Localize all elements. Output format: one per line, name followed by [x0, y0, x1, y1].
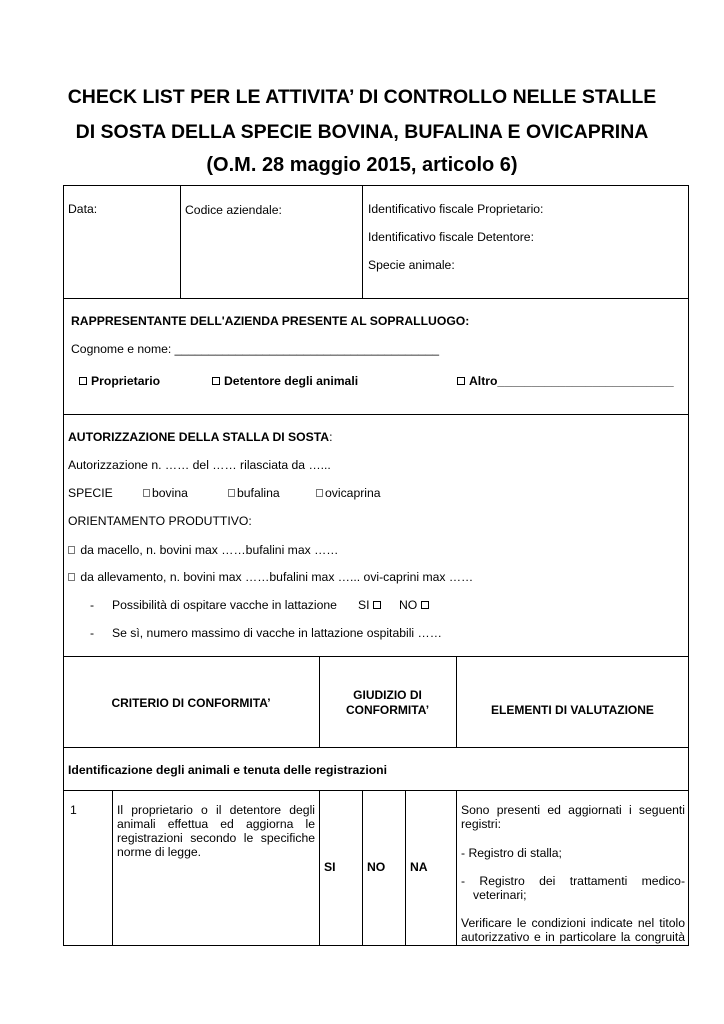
possibilita-lattazione-label: Possibilità di ospitare vacche in lattazione: [112, 598, 337, 612]
giudizio-header-line-2: CONFORMITA’: [345, 703, 430, 717]
elementi-text: [461, 803, 685, 831]
id-fiscale-detentore-label: Identificativo fiscale Detentore:: [368, 230, 534, 244]
giudizio-no[interactable]: NO: [367, 860, 386, 874]
id-fiscale-proprietario-label: Identificativo fiscale Proprietario:: [368, 202, 544, 216]
specie-bufalina-option[interactable]: [228, 486, 280, 500]
cognome-nome-field[interactable]: Cognome e nome: _______________________________________: [71, 342, 439, 356]
lattazione-si-option[interactable]: [358, 598, 385, 612]
elementi-line: registri:: [461, 817, 501, 831]
divider: [63, 298, 689, 299]
divider: [63, 747, 689, 748]
checkbox-icon[interactable]: [143, 489, 150, 497]
divider: [180, 185, 181, 298]
specie-animale-label: Specie animale:: [368, 258, 455, 272]
checkbox-icon[interactable]: [228, 489, 235, 497]
elementi-line: Verificare le condizioni indicate nel titolo: [461, 916, 685, 930]
checkbox-icon[interactable]: [212, 377, 220, 385]
option-detentore[interactable]: [212, 374, 358, 388]
page-title-line-3: (O.M. 28 maggio 2015, articolo 6): [206, 154, 518, 176]
numero-vacche-lattazione-label: Se sì, numero massimo di vacche in lattazione ospitabili ……: [112, 626, 442, 640]
dash-bullet: -: [90, 626, 95, 640]
bullet-registro-stalla: - Registro di stalla;: [461, 846, 562, 860]
allevamento-option[interactable]: [68, 570, 473, 584]
checkbox-icon[interactable]: [79, 377, 87, 385]
lattazione-no-option[interactable]: [399, 598, 433, 612]
divider: [63, 414, 689, 415]
checkbox-icon[interactable]: [68, 573, 75, 581]
criterio-line: animali effettua ed aggiorna le: [117, 817, 315, 831]
autorizzazione-heading: [68, 430, 333, 444]
option-detentore-label: Detentore degli animali: [224, 374, 359, 388]
checkbox-icon[interactable]: [457, 377, 465, 385]
codice-aziendale-label: Codice aziendale:: [185, 203, 282, 217]
divider: [456, 790, 457, 946]
macello-option[interactable]: [68, 543, 338, 557]
divider: [405, 790, 406, 946]
criterio-line: norme di legge.: [117, 845, 202, 859]
checkbox-icon[interactable]: [421, 601, 429, 609]
orientamento-label: ORIENTAMENTO PRODUTTIVO:: [68, 514, 252, 528]
rappresentante-heading: RAPPRESENTANTE DELL'AZIENDA PRESENTE AL SOPRALLUOGO:: [71, 314, 470, 328]
option-altro[interactable]: [457, 374, 674, 388]
checkbox-icon[interactable]: [68, 546, 75, 554]
elementi-line: autorizzativo e in particolare la congruità: [461, 930, 685, 944]
divider: [112, 790, 113, 946]
si-label: SI: [358, 598, 370, 612]
autorizzazione-heading-text: AUTORIZZAZIONE DELLA STALLA DI SOSTA: [68, 430, 330, 444]
checkbox-icon[interactable]: [373, 601, 381, 609]
option-proprietario[interactable]: [79, 374, 160, 388]
criterio-text: [117, 803, 315, 859]
autorizzazione-line: Autorizzazione n. …… del …… rilasciata da …...: [68, 458, 331, 472]
checkbox-icon[interactable]: [316, 489, 323, 497]
divider: [362, 790, 363, 946]
specie-ovicaprina-option[interactable]: [316, 486, 381, 500]
section-identificazione: Identificazione degli animali e tenuta delle registrazioni: [68, 763, 387, 777]
option-altro-label: Altro__________________________: [469, 374, 674, 388]
divider: [63, 790, 689, 791]
specie-label: SPECIE: [68, 486, 113, 500]
specie-bovina-option[interactable]: [143, 486, 188, 500]
criterio-line: registrazioni secondo le specifiche: [117, 831, 315, 845]
page-title-line-1: CHECK LIST PER LE ATTIVITA’ DI CONTROLLO NELLE STALLE: [67, 86, 657, 108]
criterio-line: Il proprietario o il detentore degli: [117, 803, 315, 817]
divider: [63, 656, 689, 657]
elementi-line: Sono presenti ed aggiornati i seguenti: [461, 803, 685, 817]
elementi-line: - Registro dei trattamenti medico-: [461, 874, 685, 888]
giudizio-header-line-1: GIUDIZIO DI: [353, 688, 422, 702]
verify-text: [461, 916, 685, 944]
criterio-header: CRITERIO DI CONFORMITA’: [111, 696, 271, 710]
specie-bovina-label: bovina: [152, 486, 188, 500]
divider: [319, 790, 320, 946]
specie-ovicaprina-label: ovicaprina: [325, 486, 381, 500]
page-title-line-2: DI SOSTA DELLA SPECIE BOVINA, BUFALINA E OVICAPRINA: [75, 121, 649, 143]
elementi-line: veterinari;: [473, 888, 527, 902]
no-label: NO: [399, 598, 418, 612]
dash-bullet: -: [90, 598, 95, 612]
divider: [362, 185, 363, 298]
autorizzazione-heading-colon: :: [329, 430, 333, 444]
macello-label: da macello, n. bovini max ……bufalini max ……: [80, 543, 339, 557]
row-number: 1: [70, 803, 77, 817]
divider: [456, 656, 457, 747]
option-proprietario-label: Proprietario: [91, 374, 161, 388]
giudizio-na[interactable]: NA: [410, 860, 428, 874]
data-field-label: Data:: [68, 202, 98, 216]
bullet-registro-trattamenti: [461, 874, 685, 902]
specie-bufalina-label: bufalina: [237, 486, 280, 500]
elementi-header: ELEMENTI DI VALUTAZIONE: [491, 703, 654, 717]
giudizio-si[interactable]: SI: [324, 860, 336, 874]
allevamento-label: da allevamento, n. bovini max ……bufalini max …... ovi-caprini max ……: [80, 570, 474, 584]
